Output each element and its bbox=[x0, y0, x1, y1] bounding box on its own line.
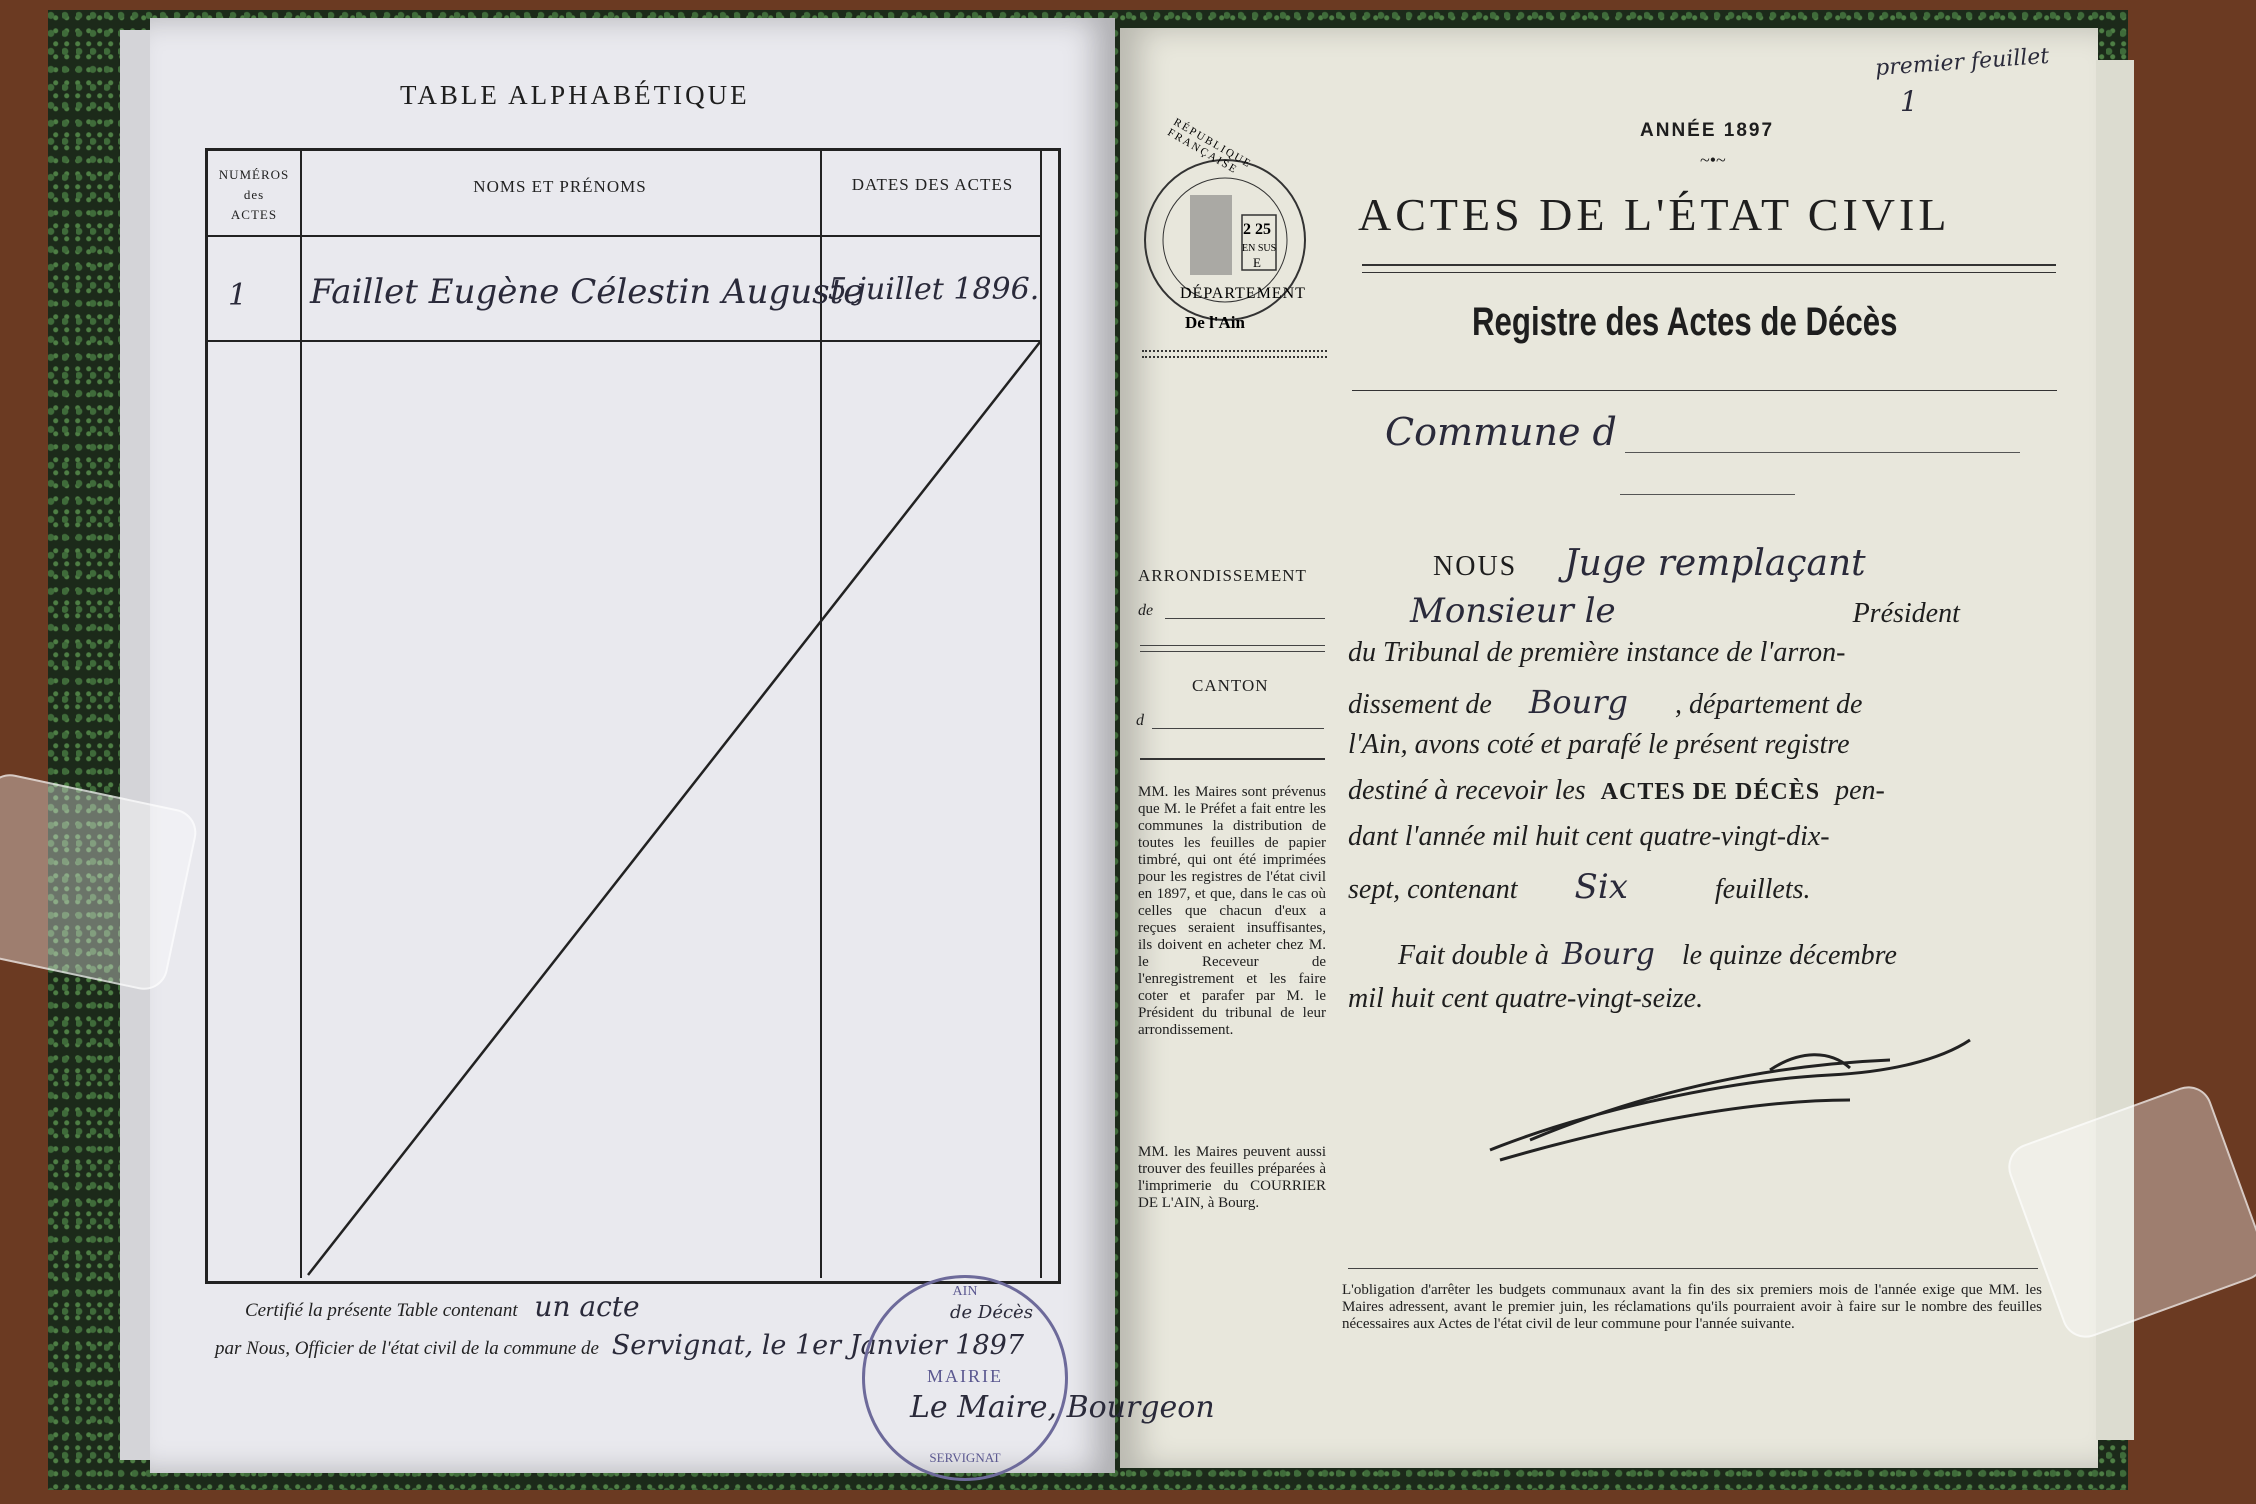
body-line-3: du Tribunal de première instance de l'arron- bbox=[1348, 637, 1846, 668]
arrondissement-fill-line bbox=[1165, 618, 1325, 619]
table-row-nom: Faillet Eugène Célestin Auguste bbox=[310, 272, 864, 312]
footer-rule bbox=[1348, 1268, 2038, 1269]
body-line-5: l'Ain, avons coté et parafé le présent registre bbox=[1348, 729, 1850, 760]
body-line-9: Fait double à Bourg le quinze décembre bbox=[1398, 937, 1897, 972]
mayor-signature: Le Maire, Bourgeon bbox=[910, 1390, 1215, 1425]
col-header-dates: DATES DES ACTES bbox=[851, 175, 1014, 194]
certification-line-2: par Nous, Officier de l'état civil de la commune de Servignat, le 1er Janvier 1897 bbox=[215, 1330, 1025, 1361]
body-line-6: destiné à recevoir les ACTES DE DÉCÈS pen- bbox=[1348, 775, 1885, 806]
subtitle: Registre des Actes de Décès bbox=[1472, 300, 1898, 344]
cancel-diagonal-line bbox=[300, 340, 1045, 1280]
sidebar-rule bbox=[1140, 758, 1325, 760]
ornament: ~•~ bbox=[1700, 150, 1726, 170]
canton-d: d bbox=[1136, 712, 1144, 729]
col-header-noms: NOMS ET PRÉNOMS bbox=[473, 177, 647, 196]
body-line-10: mil huit cent quatre-vingt-seize. bbox=[1348, 983, 1704, 1014]
tax-stamp: 2 25 EN SUS E RÉPUBLIQUE FRANÇAISE DÉPARTEMENT De l'Ain bbox=[1130, 155, 1330, 345]
sidebar-note-2: MM. les Maires peuvent aussi trouver des feuilles préparées à l'imprimerie du COURRIER DE L'AIN, à Bourg. bbox=[1138, 1144, 1326, 1211]
arrondissement-label: ARRONDISSEMENT bbox=[1138, 566, 1307, 585]
annee: ANNÉE 1897 bbox=[1640, 120, 1775, 141]
title-rule bbox=[1362, 272, 2056, 273]
short-rule bbox=[1620, 494, 1795, 495]
table-header-rule bbox=[208, 235, 1040, 237]
certification-count-hand: un acte bbox=[534, 1290, 640, 1323]
canton-fill-line bbox=[1152, 728, 1324, 729]
footer-note: L'obligation d'arrêter les budgets communaux avant la fin des six premiers mois de l'année exige que MM. les Maires adressent, avant le premier juin, les réclamations qu'ils pourraient avoir à faire sur le nombre des feuilles nécessaires aux Actes de l'état civil de leur commune pour l'année suivante. bbox=[1342, 1282, 2042, 1332]
body-line-7: dant l'année mil huit cent quatre-vingt-dix- bbox=[1348, 821, 1830, 852]
main-title: ACTES DE L'ÉTAT CIVIL bbox=[1358, 189, 1951, 240]
sidebar-rule bbox=[1140, 651, 1325, 652]
president-signature bbox=[1470, 1030, 1990, 1170]
col-header-numeros: NUMÉROS des ACTES bbox=[218, 167, 290, 222]
commune-label: Commune d bbox=[1385, 410, 1617, 454]
sidebar-note-1: MM. les Maires sont prévenus que M. le Préfet a fait entre les communes la distribution de toutes les feuilles de papier timbré, qui ont été imprimées pour les registres de l'état civil en 1897, et que, dans le cas où celles que chacun d'eux a reçues seraient insuffisantes, ils doivent en acheter chez M. le Receveur de l'enregistrement et les faire coter et parafer par M. le Président du tribunal de leur arrondissement. bbox=[1138, 784, 1326, 1038]
subtitle-rule bbox=[1352, 390, 2057, 391]
mairie-stamp: AIN MAIRIE SERVIGNAT bbox=[862, 1275, 1068, 1481]
body-line-8: sept, contenant Six feuillets. bbox=[1348, 867, 1811, 907]
table-row-numero: 1 bbox=[228, 278, 248, 313]
corner-number: 1 bbox=[1900, 85, 1918, 118]
canton-label: CANTON bbox=[1192, 676, 1269, 695]
stamp-hand-overlay: de Décès bbox=[950, 1302, 1033, 1323]
table-row-date: 5 juillet 1896. bbox=[828, 272, 1040, 307]
stamp-ornament-rule bbox=[1142, 350, 1327, 358]
left-page-title: TABLE ALPHABÉTIQUE bbox=[400, 80, 750, 110]
body-line-nous: NOUS Juge remplaçant bbox=[1433, 543, 1866, 584]
body-line-4: dissement de Bourg , département de bbox=[1348, 683, 1863, 721]
arrondissement-de: de bbox=[1138, 602, 1154, 619]
body-line-2: Monsieur le Président bbox=[1410, 591, 1960, 631]
sidebar-rule bbox=[1140, 645, 1325, 646]
title-rule bbox=[1362, 264, 2056, 266]
corner-note: premier feuillet bbox=[1874, 43, 2051, 82]
commune-fill-line bbox=[1625, 452, 2020, 453]
certification-line-1: Certifié la présente Table contenant un acte bbox=[245, 1290, 640, 1323]
certification-place-date-hand: Servignat, le 1er Janvier 1897 bbox=[611, 1330, 1025, 1361]
